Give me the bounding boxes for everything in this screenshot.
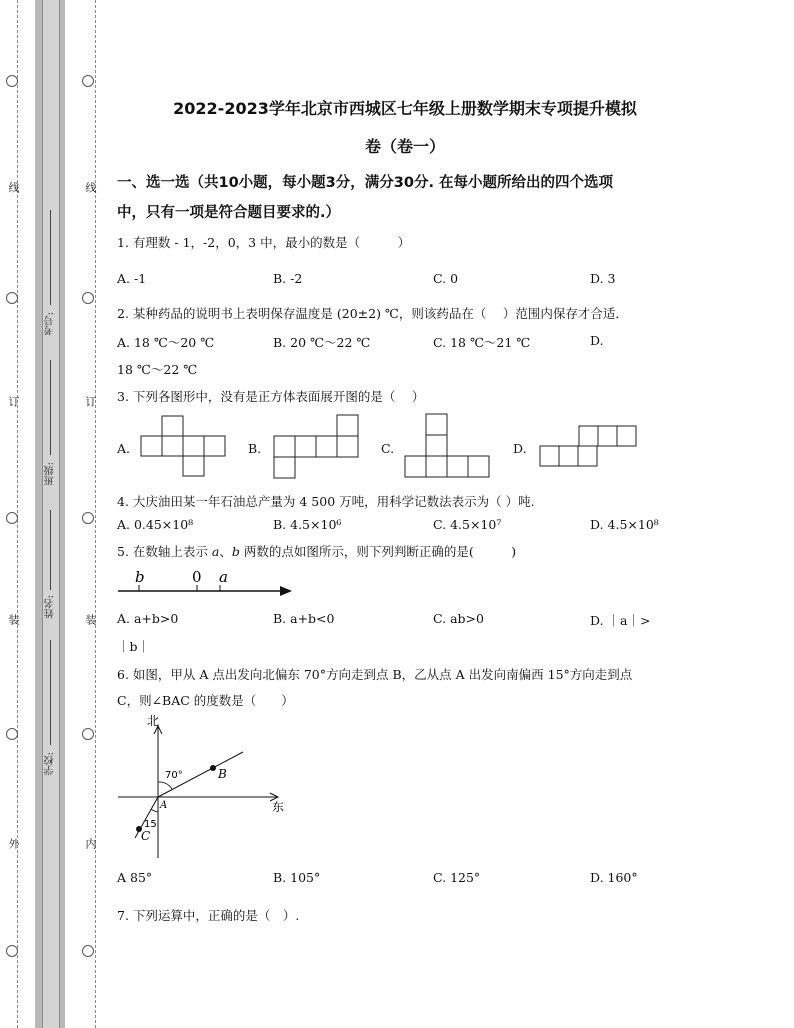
- label-angle-70: 70°: [165, 770, 183, 781]
- question-6-stem: 6. 如图，甲从 A 点出发向北偏东 70°方向走到点 B，乙从点 A 出发向南偏西 15°方向走到点: [117, 667, 633, 682]
- margin-label-stitch: 装: [84, 614, 97, 625]
- margin-label-inner: 内: [84, 838, 97, 849]
- q2-option-b[interactable]: B. 20 ℃～22 ℃: [273, 335, 371, 350]
- q1-option-b[interactable]: B. -2: [273, 271, 303, 286]
- q5-stem-mid: 、: [219, 544, 232, 559]
- point-b: [210, 765, 216, 771]
- q5-option-b[interactable]: B. a+b<0: [273, 611, 335, 626]
- q4-option-b[interactable]: B. 4.5×10⁶: [273, 517, 342, 532]
- question-4-stem: 4. 大庆油田某一年石油总产量为 4 500 万吨，用科学记数法表示为（ ）吨.: [117, 494, 535, 509]
- margin-label-outer: 外: [7, 838, 20, 849]
- q5-var-a: a: [211, 544, 220, 559]
- question-6-stem-cont: C，则∠BAC 的度数是（ ）: [117, 693, 294, 708]
- q5-stem-pre: 5. 在数轴上表示: [117, 544, 212, 559]
- q4-option-c[interactable]: C. 4.5×10⁷: [433, 517, 502, 532]
- margin-label-bind: 订: [7, 396, 20, 407]
- q2-option-d-cont: 18 ℃～22 ℃: [117, 362, 198, 377]
- q1-option-c[interactable]: C. 0: [433, 271, 459, 286]
- q2-option-a[interactable]: A. 18 ℃～20 ℃: [117, 335, 215, 350]
- q5-option-a[interactable]: A. a+b>0: [117, 611, 179, 626]
- label-0: 0: [192, 568, 202, 586]
- section-heading-cont: 中，只有一项是符合题目要求的.）: [117, 205, 341, 221]
- margin-label-bind: 订: [84, 396, 97, 407]
- margin-label-stitch: 装: [7, 614, 20, 625]
- q5-option-d[interactable]: D. ｜a｜>: [590, 613, 651, 628]
- label-angle-15: 15: [144, 819, 157, 830]
- label-north: 北: [147, 714, 160, 728]
- q6-option-d[interactable]: D. 160°: [590, 870, 638, 885]
- margin-label-line: 线: [84, 182, 97, 193]
- question-1-stem: 1. 有理数 - 1，-2，0，3 中，最小的数是（ ）: [117, 235, 411, 250]
- q6-option-a[interactable]: A 85°: [117, 870, 153, 885]
- label-a: a: [219, 568, 228, 586]
- field-class: 班级:: [45, 462, 56, 486]
- section-heading: 一、选一选（共10小题，每小题3分，满分30分. 在每小题所给出的四个选项: [117, 175, 613, 191]
- q5-stem-post: 两数的点如图所示，则下列判断正确的是( ): [239, 544, 517, 559]
- q2-option-c[interactable]: C. 18 ℃～21 ℃: [433, 335, 531, 350]
- q1-option-a[interactable]: A. -1: [117, 271, 147, 286]
- label-point-b: B: [218, 767, 227, 781]
- q4-option-d[interactable]: D. 4.5×10⁸: [590, 517, 659, 532]
- question-2-stem: 2. 某种药品的说明书上表明保存温度是 (20±2) ℃，则该药品在（ ）范围内保存才合适．: [117, 306, 628, 321]
- q3-option-c[interactable]: C.: [381, 441, 395, 456]
- question-3-stem: 3. 下列各图形中，没有是正方体表面展开图的是（ ）: [117, 389, 425, 404]
- q5-var-b: b: [231, 544, 240, 559]
- q4-option-a[interactable]: A. 0.45×10⁸: [117, 517, 194, 532]
- page-title-cont: 卷（卷一）: [364, 137, 445, 156]
- q3-option-d[interactable]: D.: [513, 441, 527, 456]
- field-school: 学校:: [45, 752, 56, 776]
- field-exam-number: 考号:: [45, 312, 56, 336]
- q5-option-c[interactable]: C. ab>0: [433, 611, 484, 626]
- q3-option-a[interactable]: A.: [117, 441, 131, 456]
- q1-option-d[interactable]: D. 3: [590, 271, 616, 286]
- page-title: 2022-2023学年北京市西城区七年级上册数学期末专项提升模拟: [173, 99, 637, 118]
- question-7-stem: 7. 下列运算中，正确的是（ ）.: [117, 908, 300, 923]
- field-name: 姓名:: [45, 595, 56, 619]
- label-point-a: A: [160, 800, 168, 811]
- label-point-c: C: [141, 829, 151, 843]
- label-b: b: [135, 568, 145, 586]
- label-east: 东: [272, 800, 285, 814]
- q6-option-b[interactable]: B. 105°: [273, 870, 321, 885]
- q6-option-c[interactable]: C. 125°: [433, 870, 481, 885]
- q2-option-d[interactable]: D.: [590, 333, 604, 348]
- margin-label-line: 线: [7, 182, 20, 193]
- q5-option-d-cont: ｜b｜: [117, 639, 151, 654]
- q3-option-b[interactable]: B.: [248, 441, 262, 456]
